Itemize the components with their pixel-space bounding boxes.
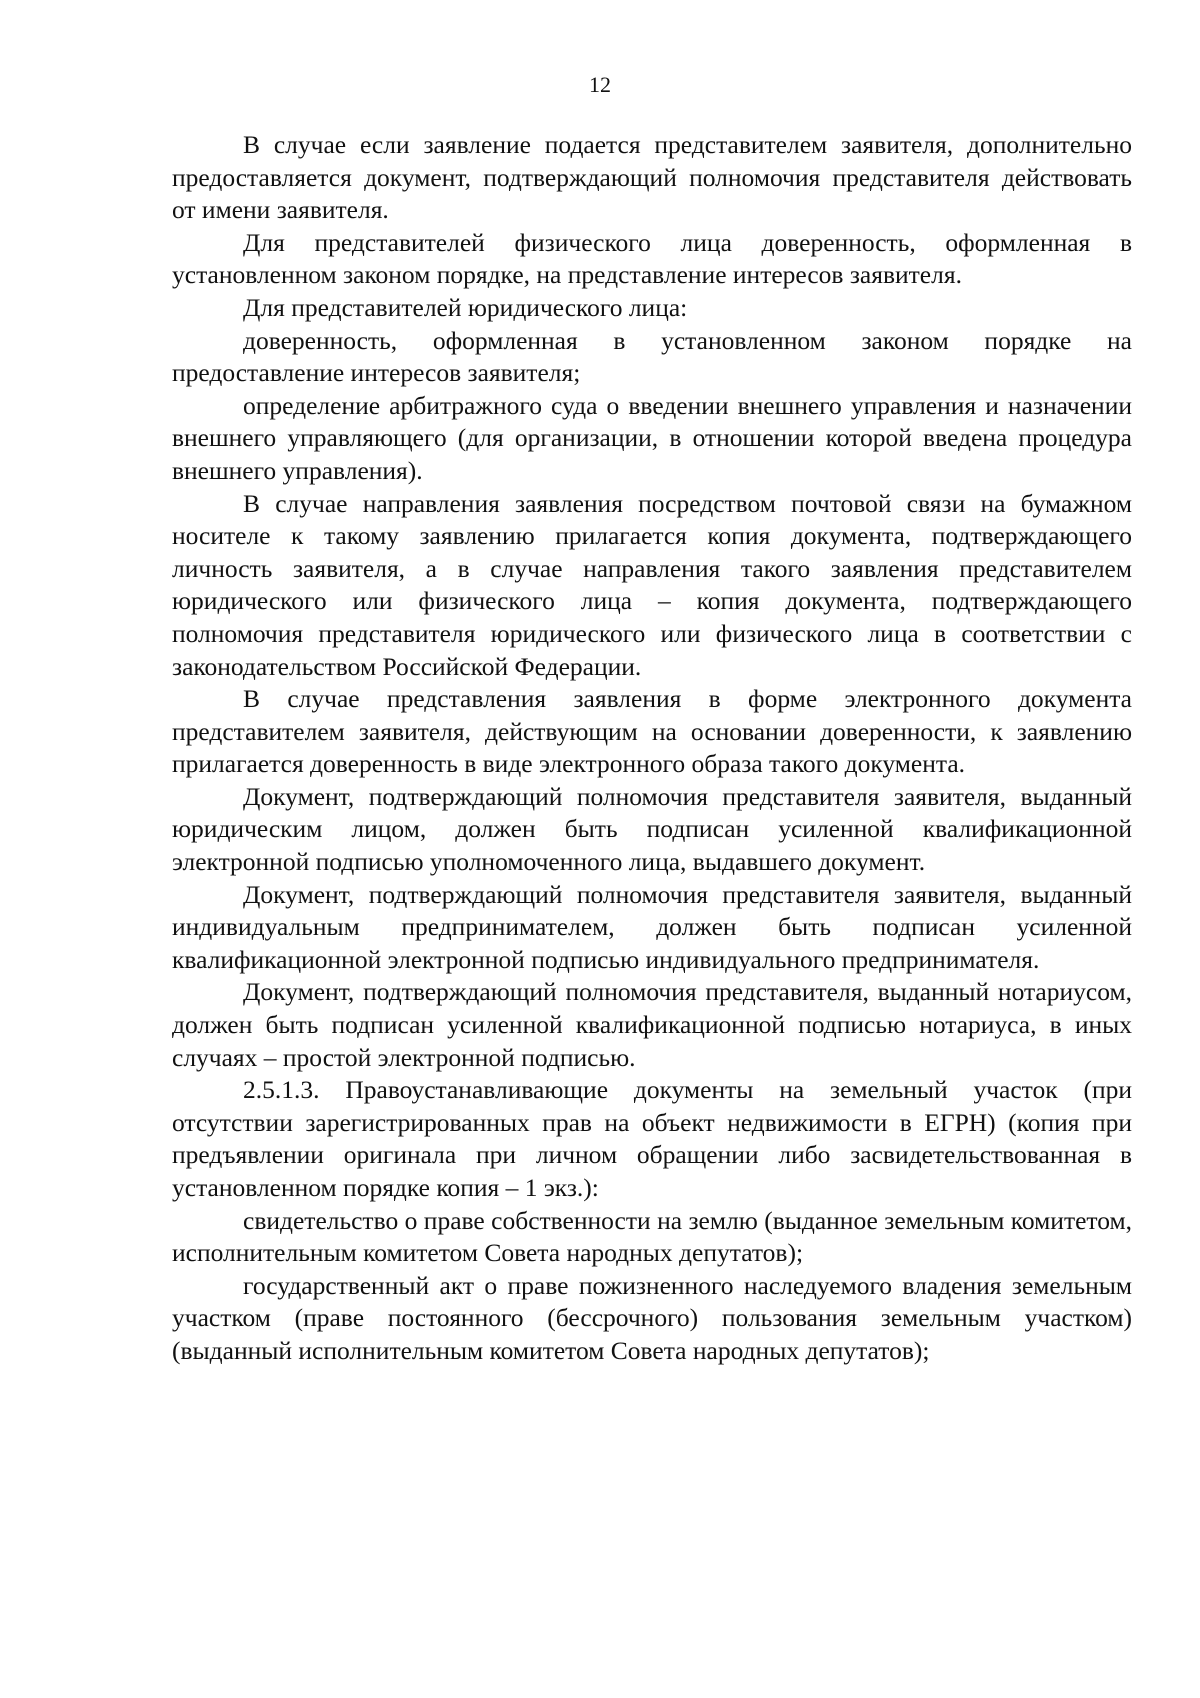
paragraph-legal-entity-representatives: Для представителей юридического лица: <box>243 292 688 322</box>
paragraph-notary-signature: Документ, подтверждающий полномочия представителя, выданный нотариусом, должен быть подписан усиленной квалификационной подписью нотариуса, в иных случаях – простой электронной подписью. <box>172 977 1132 1072</box>
paragraph-legal-entity-signature: Документ, подтверждающий полномочия представителя заявителя, выданный юридическим лицом, должен быть подписан усиленной квалификационной электронной подписью уполномоченного лица, выдавшего документ. <box>172 781 1132 877</box>
paragraph-arbitration-ruling: определение арбитражного суда о введении внешнего управления и назначении внешнего управляющего (для организации, в отношении которой введена процедура внешнего управления). <box>172 390 1132 485</box>
paragraph-individual-representatives: Для представителей физического лица доверенность, оформленная в установленном законом порядке, на представление интересов заявителя. <box>172 227 1132 290</box>
paragraph-electronic-submission: В случае представления заявления в форме электронного документа представителем заявителя, действующим на основании доверенности, к заявлению прилагается доверенность в виде электронного образа такого документа. <box>172 684 1132 779</box>
paragraph-power-of-attorney: доверенность, оформленная в установленном законом порядке на предоставление интересов заявителя; <box>172 325 1132 388</box>
paragraph-representative-document: В случае если заявление подается представителем заявителя, дополнительно предоставляется документ, подтверждающий полномочия представителя действовать от имени заявителя. <box>172 130 1132 225</box>
paragraph-postal-submission: В случае направления заявления посредством почтовой связи на бумажном носителе к такому заявлению прилагается копия документа, подтверждающего личность заявителя, а в случае направления такого заявления представителем юридического или физического лица – копия документа, подтверждающего полномочия представителя юридического или физического лица в соответствии с законодательством Российской Федерации. <box>172 488 1132 681</box>
document-body <box>172 129 1132 1368</box>
paragraph-state-act: государственный акт о праве пожизненного наследуемого владения земельным участком (праве постоянного (бессрочного) пользования земельным участком) (выданный исполнительным комитетом Совета народных депутатов); <box>172 1270 1132 1365</box>
paragraph-entrepreneur-signature: Документ, подтверждающий полномочия представителя заявителя, выданный индивидуальным предпринимателем, должен быть подписан усиленной квалификационной электронной подписью индивидуального предпринимателя. <box>172 879 1132 974</box>
page-number: 12 <box>589 72 611 97</box>
paragraph-title-documents: 2.5.1.3. Правоустанавливающие документы на земельный участок (при отсутствии зарегистрированных прав на объект недвижимости в ЕГРН) (копия при предъявлении оригинала при личном обращении либо засвидетельствованная в установленном порядке копия – 1 экз.): <box>172 1075 1132 1202</box>
paragraph-ownership-certificate: свидетельство о праве собственности на землю (выданное земельным комитетом, исполнительным комитетом Совета народных депутатов); <box>172 1205 1132 1268</box>
